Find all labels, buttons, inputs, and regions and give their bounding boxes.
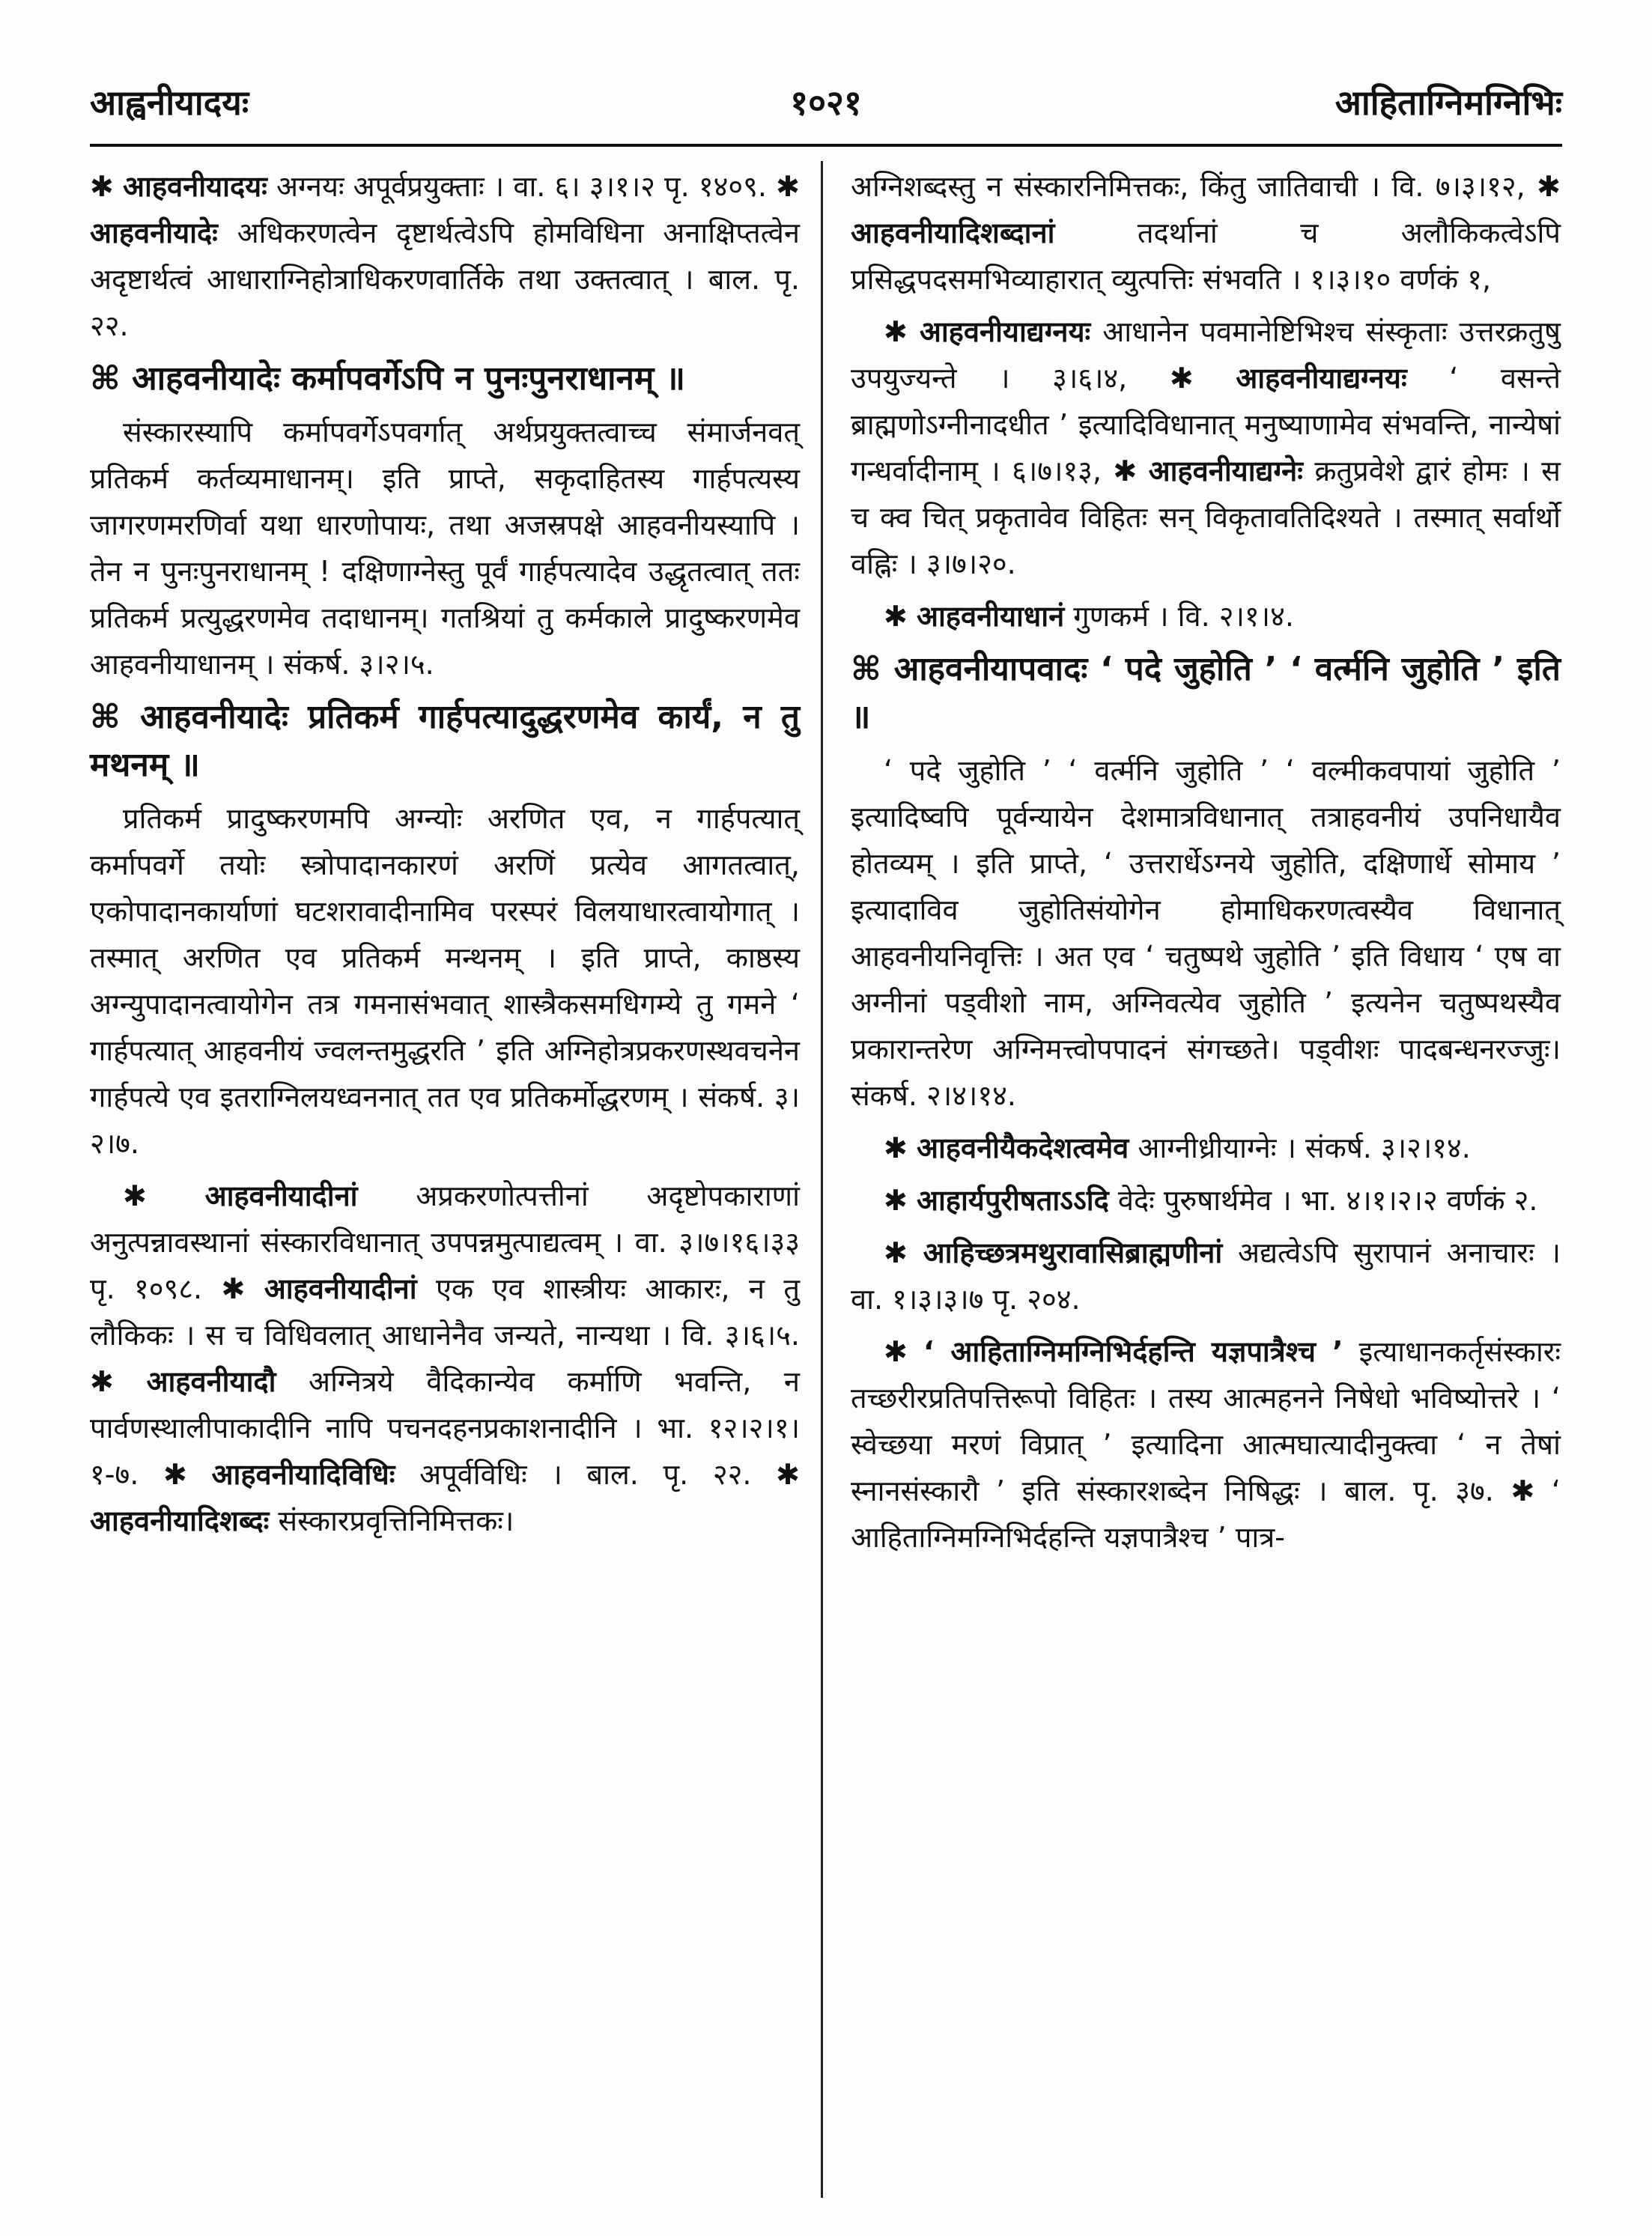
entry-text: अग्नित्रये वैदिकान्येव कर्माणि भवन्ति, न पार्वणस्थालीपाकादीनि नापि पचनदहनप्रकाशनादीनि । भा. १२।२।१।१-७.	[90, 1365, 800, 1491]
entry-text: इत्याधानकर्तृसंस्कारः तच्छरीरप्रतिपत्तिरूपो विहितः । तस्य आत्महनने निषेधो भविष्योत्तरे । ‘ स्वेच्छया मरणं विप्रात् ’ इत्यादिना आत्मघात्यादीनुक्त्वा ‘ न तेषां स्नानसंस्कारौ ’ इति संस्कारशब्देन निषिद्धः । बाल. पृ. ३७.	[851, 1335, 1561, 1507]
entry-term: ‘ आहिताग्निमग्निभिर्दहन्ति यज्ञपात्रैश्च ’	[851, 1474, 1561, 1554]
entry-text: आग्नीध्रीयाग्नेः । संकर्ष. ३।२।१४.	[1138, 1131, 1471, 1164]
star-mark-icon: ✱	[884, 1236, 908, 1269]
star-mark-icon: ✱	[163, 1458, 187, 1491]
entry-text: ‘ वसन्ते ब्राह्मणोऽग्नीनादधीत ’ इत्यादिविधानात् मनुष्याणामेव संभवन्ति, नान्येषां गन्धर्वादीनाम् । ६।७।१३,	[851, 362, 1561, 487]
heading-text: आहवनीयादेः कर्मापवर्गेऽपि न पुनःपुनराधानम् ॥	[132, 359, 685, 398]
entry-term: ‘ आहिताग्निमग्निभिर्दहन्ति यज्ञपात्रैश्च ’	[923, 1335, 1343, 1368]
entry-term: आहार्यपुरीषताऽऽदि	[916, 1184, 1109, 1217]
heading-mark-icon: ⌘	[851, 650, 881, 688]
heading-text: आहवनीयापवादः ‘ पदे जुहोति ’ ‘ वर्त्मनि जुहोति ’ इति ॥	[851, 650, 1561, 736]
paragraph: संस्कारस्यापि कर्मापवर्गेऽपवर्गात् अर्थप्रयुक्तत्वाच्च संमार्जनवत् प्रतिकर्म कर्तव्यमाधानम्। इति प्राप्ते, सकृदाहितस्य गार्हपत्यस्य जागरणमरणिर्वा यथा धारणोपायः, तथा अजस्रपक्षे आहवनीयस्यापि । तेन न पुनःपुनराधानम् ! दक्षिणाग्नेस्तु पूर्वं गार्हपत्यादेव उद्धृतत्वात् ततः प्रतिकर्म प्रत्युद्धरणमेव तदाधानम्। गतश्रियां तु कर्मकाले प्रादुष्करणमेव आहवनीयाधानम् । संकर्ष. ३।२।५.	[90, 416, 800, 681]
page-header	[90, 71, 1562, 131]
star-mark-icon: ✱	[1510, 1474, 1535, 1507]
left-column	[90, 163, 800, 1550]
entry-term: आहवनीयादीनां	[204, 1179, 358, 1212]
star-mark-icon: ✱	[884, 315, 908, 348]
entry-text: वेदेः पुरुषार्थमेव । भा. ४।१।२।२ वर्णकं २.	[1117, 1184, 1538, 1217]
entry-ahavaniyadinam	[90, 1173, 800, 1544]
star-mark-icon: ✱	[1169, 362, 1194, 395]
entry-text: गुणकर्म । वि. २।१।४.	[1073, 600, 1294, 633]
header-left-guideword: आह्वनीयादयः	[90, 82, 249, 123]
star-mark-icon: ✱	[884, 600, 908, 633]
column-divider	[821, 161, 823, 2198]
entry-text: अपूर्वविधिः । बाल. पृ. २२.	[419, 1458, 752, 1491]
star-mark-icon: ✱	[884, 1184, 908, 1217]
entry-term: आहवनीयादीनां	[264, 1272, 417, 1305]
star-mark-icon: ✱	[90, 1365, 114, 1398]
paragraph: ‘ पदे जुहोति ’ ‘ वर्त्मनि जुहोति ’ ‘ वल्मीकवपायां जुहोति ’ इत्यादिष्वपि पूर्वन्यायेन देशमात्रविधानात् तत्राहवनीयं उपनिधायैव होतव्यम् । इति प्राप्ते, ‘ उत्तरार्धेऽग्नये जुहोति, दक्षिणार्धे सोमाय ’ इत्यादाविव जुहोतिसंयोगेन होमाधिकरणत्वस्यैव विधानात् आहवनीयनिवृत्तिः । अत एव ‘ चतुष्पथे जुहोति ’ इति विधाय ‘ एष वा अग्नीनां पड्वीशो नाम, अग्निवत्येव जुहोति ’ इत्यनेन चतुष्पथस्यैव प्रकारान्तरेण अग्निमत्त्वोपपादनं संगच्छते। पड्वीशः पादबन्धनरज्जुः। संकर्ष. २।४।१४.	[851, 754, 1561, 1112]
header-rule	[90, 144, 1562, 147]
entry-term: आहवनीयाद्यग्नेः	[1148, 455, 1303, 487]
section-heading	[90, 693, 800, 789]
header-right-guideword: आहिताग्निमग्निभिः	[1334, 82, 1562, 123]
entry-text: अद्यत्वेऽपि सुरापानं अनाचारः । वा. १।३।३।७ पृ. २०४.	[851, 1236, 1561, 1316]
entry-ahavaniyaikadesha	[851, 1125, 1561, 1171]
star-mark-icon: ✱	[776, 170, 800, 203]
entry-ahavaniyadayah	[90, 163, 800, 349]
star-mark-icon: ✱	[884, 1335, 908, 1368]
entry-text: अधिकरणत्वेन दृष्टार्थत्वेऽपि होमविधिना अनाक्षिप्तत्वेन अदृष्टार्थत्वं आधाराग्निहोत्राधिकरणवार्तिके तथा उक्तत्वात् । बाल. पृ. २२.	[90, 216, 800, 342]
section-heading	[851, 645, 1561, 741]
star-mark-icon: ✱	[1537, 170, 1561, 203]
entry-text: अप्रकरणोत्पत्तीनां अदृष्टोपकाराणां अनुत्पन्नावस्थानां संस्कारविधानात् उपपन्नमुत्पाद्यत्वम् । वा. ३।७।१६।३३ पृ. १०९८.	[90, 1179, 800, 1305]
page-number: १०२१	[790, 82, 862, 123]
entry-term: आहवनीयाधानं	[916, 600, 1065, 633]
entry-aharyapurishata	[851, 1177, 1561, 1224]
entry-text: अग्नयः अपूर्वप्रयुक्ताः । वा. ६। ३।१।२ पृ. १४०९.	[276, 170, 767, 203]
entry-term: आहवनीयादेः	[90, 216, 218, 249]
entry-term: आहवनीयादिविधिः	[211, 1458, 395, 1491]
star-mark-icon: ✱	[884, 1131, 908, 1164]
entry-text: अग्निशब्दस्तु न संस्कारनिमित्तकः, किंतु जातिवाची । वि. ७।३।१२,	[851, 170, 1525, 203]
section-heading	[90, 355, 800, 403]
entry-text: आधानेन पवमानेष्टिभिश्च संस्कृताः उत्तरक्रतुषु उपयुज्यन्ते । ३।६।४,	[851, 315, 1561, 395]
entry-text: तदर्थानां च अलौकिकत्वेऽपि प्रसिद्धपदसमभिव्याहारात् व्युत्पत्तिः संभवति । १।३।१० वर्णकं १,	[851, 216, 1561, 296]
entry-text: क्रतुप्रवेशे द्वारं होमः । स च क्व चित् प्रकृतावेव विहितः सन् विकृतावतिदिश्यते । तस्मात् सर्वार्थो वह्निः । ३।७।२०.	[851, 455, 1561, 580]
entry-term: आहवनीयाद्यग्नयः	[1236, 362, 1407, 395]
entry-term: आहवनीयादिशब्दानां	[851, 216, 1055, 249]
entry-term: आहवनीयादौ	[146, 1365, 276, 1398]
right-column	[851, 163, 1561, 1567]
entry-term: आहिच्छत्रमथुरावासिब्राह्मणीनां	[923, 1236, 1223, 1269]
star-mark-icon: ✱	[1113, 455, 1138, 487]
star-mark-icon: ✱	[123, 1179, 147, 1212]
entry-ahitagnim	[851, 1328, 1561, 1561]
entry-ahavaniyadyagnayah	[851, 309, 1561, 587]
entry-text: संस्कारप्रवृत्तिनिमित्तकः।	[278, 1504, 514, 1537]
star-mark-icon: ✱	[221, 1272, 246, 1305]
heading-text: आहवनीयादेः प्रतिकर्म गार्हपत्यादुद्धरणमेव कार्यं, न तु मथनम् ॥	[90, 698, 800, 784]
entry-text: एक एव शास्त्रीयः आकारः, न तु लौकिकः । स च विधिवलात् आधानेनैव जन्यते, नान्यथा । वि. ३।६।५.	[90, 1272, 800, 1352]
heading-mark-icon: ⌘	[90, 698, 121, 736]
entry-term: आहवनीयादिशब्दः	[90, 1504, 270, 1537]
entry-term: आहवनीयादयः	[123, 170, 267, 203]
entry-text: पात्र-	[1235, 1521, 1285, 1554]
star-mark-icon: ✱	[90, 170, 114, 203]
entry-ahavaniyadhanam	[851, 593, 1561, 639]
entry-term: आहवनीयाद्यग्नयः	[919, 315, 1091, 348]
star-mark-icon: ✱	[776, 1458, 800, 1491]
heading-mark-icon: ⌘	[90, 359, 121, 398]
entry-term: आहवनीयैकदेशत्वमेव	[916, 1131, 1129, 1164]
paragraph: प्रतिकर्म प्रादुष्करणमपि अग्न्योः अरणित एव, न गार्हपत्यात् कर्मापवर्गे तयोः स्त्रोपादानकारणं अरणिं प्रत्येव आगतत्वात्, एकोपादानकार्याणां घटशरावादीनामिव परस्परं विलयाधारत्वायोगात् । तस्मात् अरणित एव प्रतिकर्म मन्थनम् । इति प्राप्ते, काष्ठस्य अग्न्युपादानत्वायोगेन तत्र गमनासंभवात् शास्त्रैकसमधिगम्ये तु गमने ‘ गार्हपत्यात् आहवनीयं ज्वलन्तमुद्धरति ’ इति अग्निहोत्रप्रकरणस्थवचनेन गार्हपत्ये एव इतराग्निलयध्वननात् तत एव प्रतिकर्मोद्धरणम् । संकर्ष. ३।२।७.	[90, 802, 800, 1160]
paragraph	[851, 163, 1561, 303]
entry-ahichchhatra	[851, 1230, 1561, 1322]
